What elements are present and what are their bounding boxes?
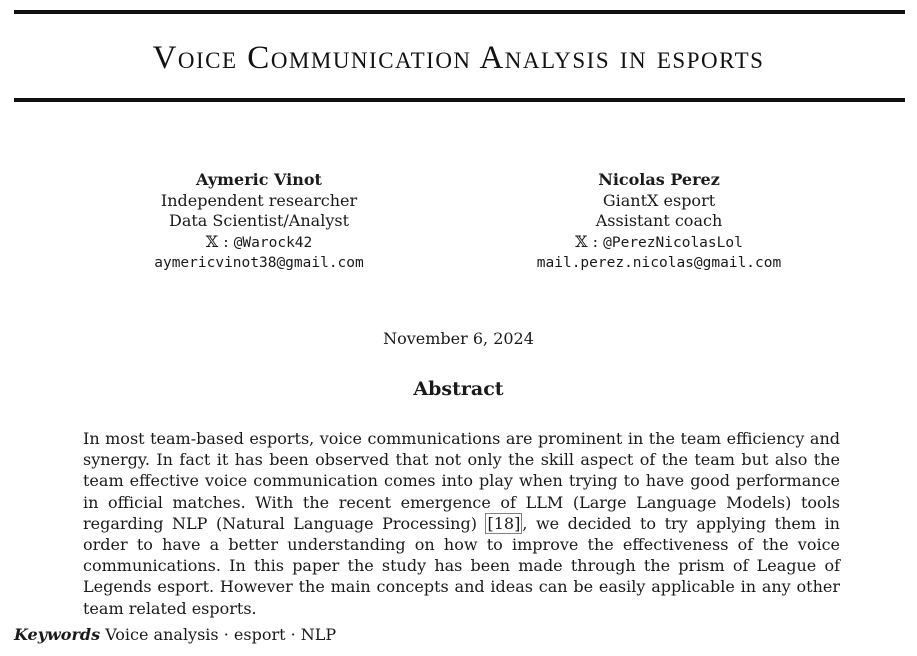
author-name: Aymeric Vinot: [196, 170, 322, 189]
abstract-heading: Abstract: [413, 378, 504, 400]
author-position: Assistant coach: [595, 211, 723, 230]
abstract-text-before-citation: In most team-based esports, voice communications are prominent in the team efficiency and synergy. In fact it has been observed that not only the skill aspect of the team but also the team effective voice communication comes into play when trying to have good performance in official matches. With the recent emergence of LLM (Large Language Models) tools regarding NLP (Natural Language Processing): [83, 429, 840, 533]
author-x-handle: @PerezNicolasLol: [603, 234, 743, 251]
citation-link[interactable]: [18]: [487, 513, 521, 533]
author-x-handle-line: [500, 232, 818, 254]
author-name: Nicolas Perez: [598, 170, 720, 189]
abstract-text-after-citation: , we decided to try applying them in order to have a better understanding on how to improve the effectiveness of the voice communications. In this paper the study has been made through the prism of League of Legends esport. However the main concepts and ideas can be easily applicable in any other team related esports.: [83, 513, 840, 618]
author-block-1: [100, 170, 418, 274]
paper-title: Voice Communication Analysis in esports: [152, 40, 765, 76]
author-email[interactable]: aymericvinot38@gmail.com: [154, 255, 364, 271]
author-x-handle-line: [100, 232, 418, 254]
abstract-text: [83, 428, 840, 619]
author-email[interactable]: mail.perez.nicolas@gmail.com: [536, 255, 782, 271]
x-logo-icon: 𝕏 :: [205, 231, 229, 251]
x-logo-icon: 𝕏 :: [575, 231, 599, 251]
author-x-handle: @Warock42: [233, 234, 313, 251]
author-affiliation: GiantX esport: [602, 190, 716, 210]
title-rule-top: [14, 10, 905, 14]
author-affiliation: Independent researcher: [160, 190, 358, 210]
keywords-label: Keywords: [14, 625, 101, 644]
keywords-list: Voice analysis · esport · NLP: [105, 625, 337, 644]
publication-date: November 6, 2024: [383, 329, 534, 348]
author-position: Data Scientist/Analyst: [168, 211, 349, 230]
keywords-line: [14, 625, 336, 644]
title-rule-bottom: [14, 98, 905, 102]
author-block-2: [500, 170, 818, 274]
